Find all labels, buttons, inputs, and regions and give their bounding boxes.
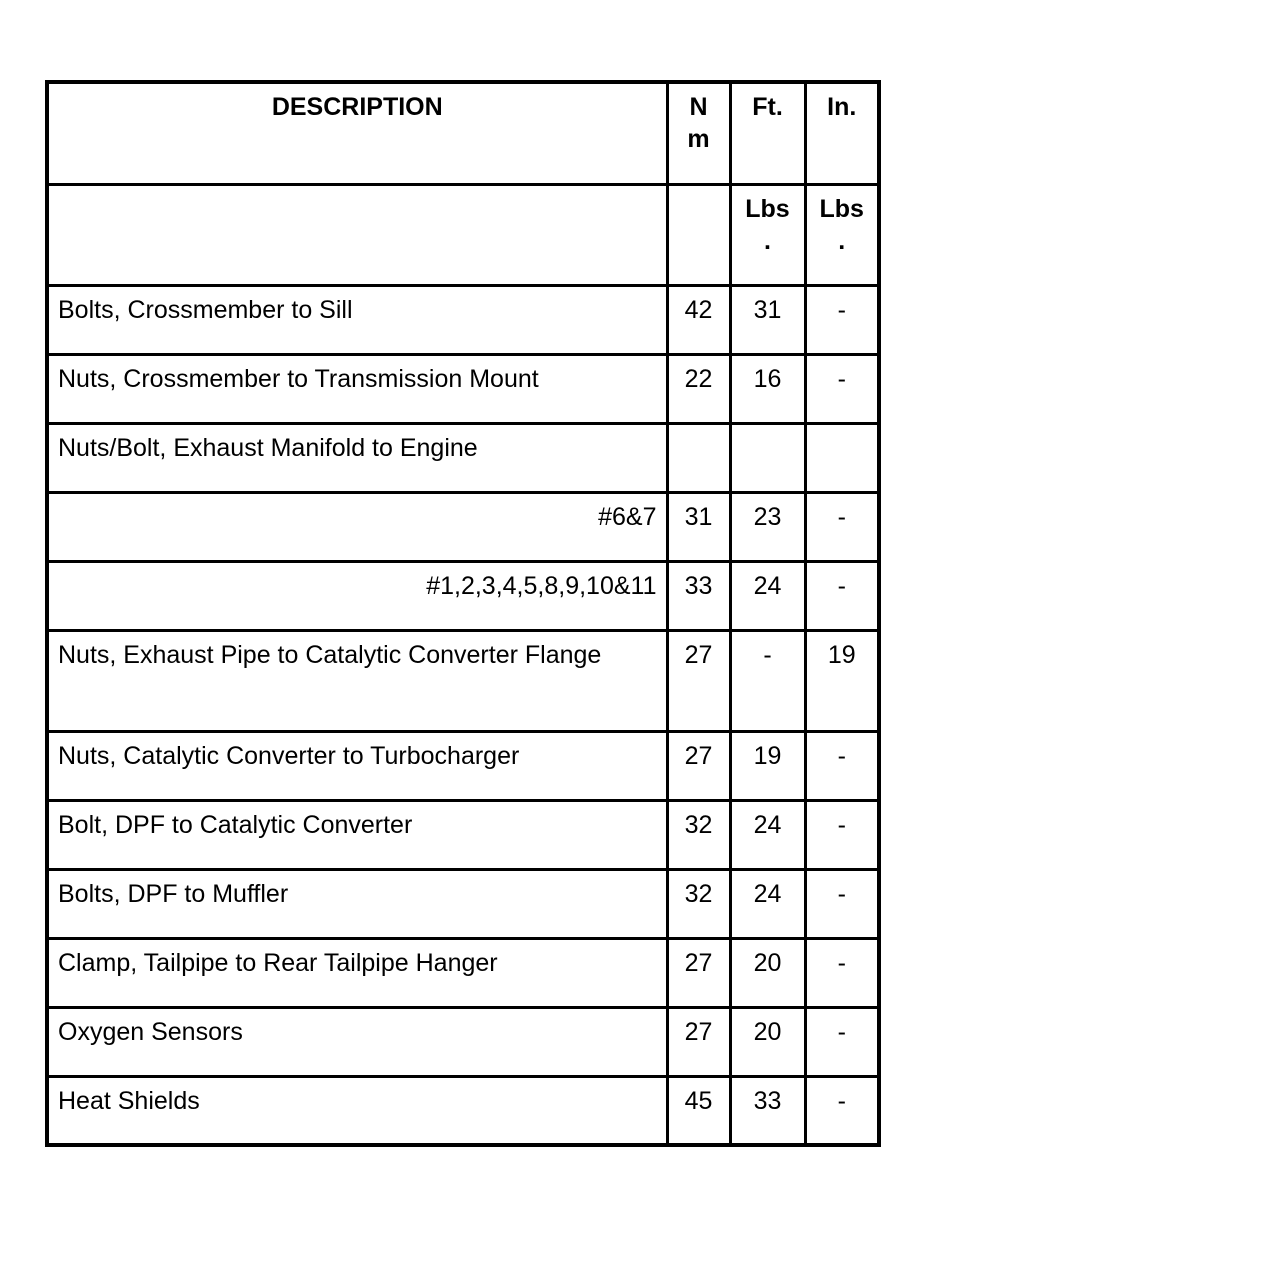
row-description: Nuts, Exhaust Pipe to Catalytic Converter Flange — [47, 630, 667, 731]
row-ft: 20 — [730, 1007, 805, 1076]
header-nm: N m — [667, 82, 730, 184]
row-ft: 24 — [730, 869, 805, 938]
table-row — [47, 938, 879, 1007]
row-nm: 27 — [667, 1007, 730, 1076]
table-row — [47, 1076, 879, 1145]
table-row — [47, 354, 879, 423]
table-units-row — [47, 184, 879, 285]
row-ft: 24 — [730, 800, 805, 869]
units-description — [47, 184, 667, 285]
row-description: Bolts, DPF to Muffler — [47, 869, 667, 938]
row-ft: 20 — [730, 938, 805, 1007]
header-in: In. — [805, 82, 879, 184]
row-in: 19 — [805, 630, 879, 731]
row-in: - — [805, 800, 879, 869]
row-ft: 24 — [730, 561, 805, 630]
row-description: Bolts, Crossmember to Sill — [47, 285, 667, 354]
table-row — [47, 869, 879, 938]
row-description: Nuts, Catalytic Converter to Turbocharger — [47, 731, 667, 800]
row-description: Heat Shields — [47, 1076, 667, 1145]
row-ft: 16 — [730, 354, 805, 423]
row-in: - — [805, 869, 879, 938]
table-row — [47, 630, 879, 731]
table-row — [47, 1007, 879, 1076]
row-in: - — [805, 1076, 879, 1145]
row-nm — [667, 423, 730, 492]
header-ft: Ft. — [730, 82, 805, 184]
header-description: DESCRIPTION — [47, 82, 667, 184]
row-nm: 45 — [667, 1076, 730, 1145]
row-ft: 33 — [730, 1076, 805, 1145]
row-description: Nuts, Crossmember to Transmission Mount — [47, 354, 667, 423]
row-ft: 19 — [730, 731, 805, 800]
row-in: - — [805, 561, 879, 630]
table-row — [47, 492, 879, 561]
row-nm: 27 — [667, 630, 730, 731]
table-row — [47, 731, 879, 800]
row-in: - — [805, 1007, 879, 1076]
table-row — [47, 285, 879, 354]
units-nm — [667, 184, 730, 285]
row-ft: 31 — [730, 285, 805, 354]
torque-specifications-table — [45, 80, 881, 1147]
row-nm: 31 — [667, 492, 730, 561]
row-nm: 32 — [667, 869, 730, 938]
row-nm: 42 — [667, 285, 730, 354]
row-description: Clamp, Tailpipe to Rear Tailpipe Hanger — [47, 938, 667, 1007]
table-header-row — [47, 82, 879, 184]
units-ft: Lbs . — [730, 184, 805, 285]
row-description: #6&7 — [47, 492, 667, 561]
row-description: Nuts/Bolt, Exhaust Manifold to Engine — [47, 423, 667, 492]
row-ft: 23 — [730, 492, 805, 561]
row-nm: 27 — [667, 731, 730, 800]
row-nm: 22 — [667, 354, 730, 423]
row-description: #1,2,3,4,5,8,9,10&11 — [47, 561, 667, 630]
row-in: - — [805, 492, 879, 561]
table-row — [47, 800, 879, 869]
units-in: Lbs . — [805, 184, 879, 285]
row-in: - — [805, 285, 879, 354]
row-description: Oxygen Sensors — [47, 1007, 667, 1076]
row-nm: 32 — [667, 800, 730, 869]
table-row — [47, 423, 879, 492]
row-ft: - — [730, 630, 805, 731]
table-row — [47, 561, 879, 630]
row-in: - — [805, 938, 879, 1007]
row-in: - — [805, 731, 879, 800]
row-nm: 33 — [667, 561, 730, 630]
row-in: - — [805, 354, 879, 423]
row-ft — [730, 423, 805, 492]
row-description: Bolt, DPF to Catalytic Converter — [47, 800, 667, 869]
row-in — [805, 423, 879, 492]
row-nm: 27 — [667, 938, 730, 1007]
